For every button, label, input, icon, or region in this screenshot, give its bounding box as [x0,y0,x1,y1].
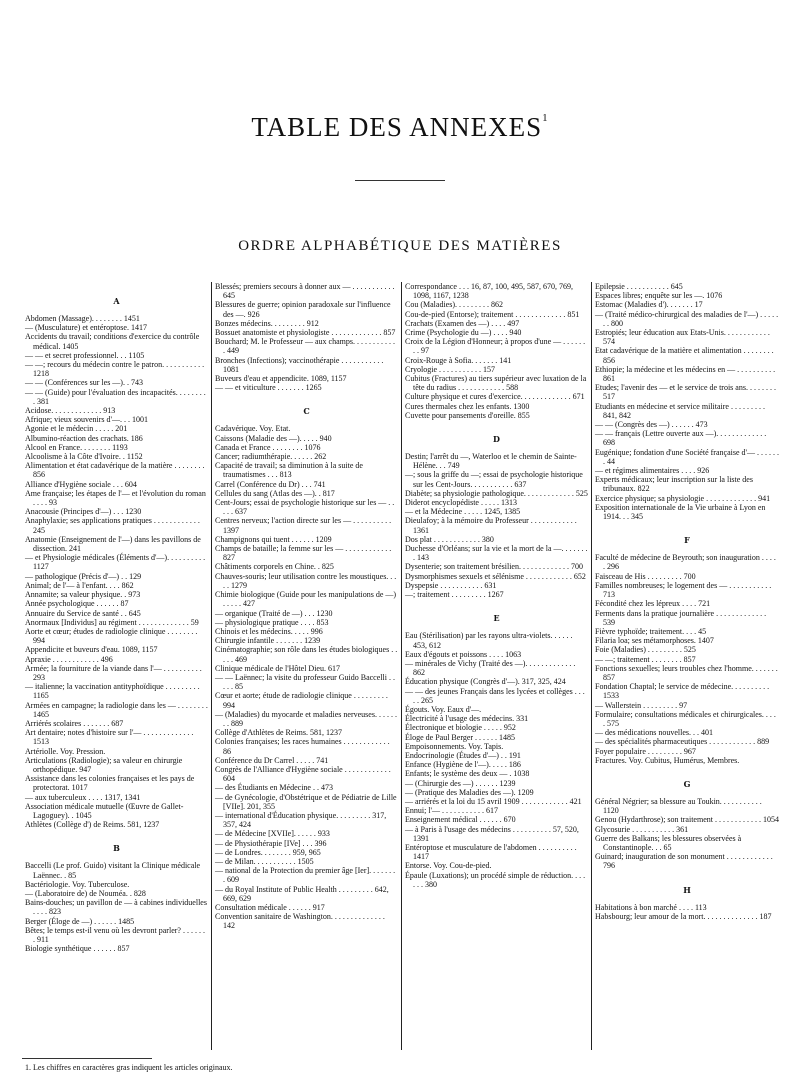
index-entry: Ethiopie; la médecine et les médecins en — . . . . . . . . . . 861 [595,364,776,384]
index-entry: Croix de la Légion d'Honneur; à propos d'une — . . . . . . . . 97 [405,337,586,356]
index-entry: Faisceau de His . . . . . . . . . 700 [595,571,696,581]
index-column [592,282,782,1050]
index-entry: Électronique et biologie . . . . . 952 [405,723,516,733]
index-entry: Colonies françaises; les races humaines . . . . . . . . . . . . 86 [215,737,390,756]
index-entry: Anatomie (Enseignement de l'—) dans les pavillons de dissection. 241 [25,534,201,554]
index-entry: Bonzes médecins. . . . . . . . . 912 [215,318,319,328]
index-entry: — des spécialités pharmaceutiques . . . . . . . . . . . . 889 [595,737,770,747]
index-entry: Foie (Maladies) . . . . . . . . . 525 [595,645,696,655]
index-entry: Collège d'Athlètes de Reims. 581, 1237 [215,728,342,738]
index-entry: — et la Médecine . . . . . 1245, 1385 [405,507,521,517]
index-entry: Chimie biologique (Guide pour les manipulations de —) . . . . . 427 [215,590,397,609]
index-entry: Familles nombreuses; le logement des — . . . . . . . . . . . 713 [595,580,772,600]
title-footnote-mark: 1 [542,112,549,124]
index-entry: Chauves-souris; leur utilisation contre les moustiques. . . . . 1279 [215,571,397,590]
index-entry: Exposition internationale de la Vie urbaine à Lyon en 1914. . . 345 [595,502,766,522]
index-entry: — — Laënnec; la visite du professeur Guido Baccelli . . . . . 85 [215,672,395,692]
index-entry: Filaria loa; ses métamorphoses. 1407 [595,636,714,646]
index-entry: Armée; la fourniture de la viande dans l'— . . . . . . . . . . 293 [25,663,202,682]
title-text: TABLE DES ANNEXES [251,112,543,142]
index-entry: — (Laboratoire de) de Nouméa. . 828 [25,888,146,898]
index-entry: Agonie et le médecin . . . . . 201 [25,424,128,434]
index-entry: Etat cadavérique de la matière et alimentation . . . . . . . . 856 [595,346,774,365]
index-entry: Afrique; vieux souvenirs d'—. . . 1001 [25,415,148,425]
index-entry: Cadavérique. Voy. Etat. [215,424,291,434]
index-entry: Art dentaire; notes d'histoire sur l'— . . . . . . . . . . . . . 1513 [25,728,194,747]
index-entry: Dysmorphismes sexuels et sélénisme . . . . . . . . . . . . 652 [405,571,586,581]
index-entry: Châtiments corporels en Chine. . 825 [215,562,334,572]
footnote-rule [22,1058,152,1059]
index-entry: Centres nerveux; l'action directe sur les — . . . . . . . . . . 1397 [215,516,392,535]
index-entry: Guerre des Balkans; les blessures observées à Constantinople. . . 65 [595,833,742,852]
index-entry: Épaule (Luxations); un procédé simple de réduction. . . . . . . 380 [405,870,586,889]
index-entry: Faculté de médecine de Beyrouth; son inauguration . . . . . 296 [595,553,776,572]
index-entry: Cubitus (Fractures) au tiers supérieur avec luxation de la tête du radius . . . . . . . . . . . . 588 [405,374,587,393]
index-column [22,282,212,1050]
index-entry: — —; traitement . . . . . . . . 857 [595,654,696,664]
index-entry: Formulaire; consultations médicales et chirurgicales. . . . . 575 [595,709,776,728]
index-entry: Acidose. . . . . . . . . . . . . 913 [25,406,116,416]
index-entry: — arriérés et la loi du 15 avril 1909 . . . . . . . . . . . . 421 [405,796,582,806]
index-entry: Cuvette pour pansements d'oreille. 855 [405,410,530,420]
index-entry: Eau (Stérilisation) par les rayons ultra-violets. . . . . . 453, 612 [405,631,573,650]
index-entry: Bactériologie. Voy. Tuberculose. [25,879,130,889]
index-entry: Assistance dans les colonies françaises et les pays de protectorat. 1017 [25,774,195,793]
index-entry: — organique (Traité de —) . . . 1230 [215,608,333,618]
index-entry: — italienne; la vaccination antityphoïdique . . . . . . . . . 1165 [25,682,200,701]
index-entry: —; sous la griffe du —; essai de psychologie historique sur les Cent-Jours. . . . . . . . . . . 637 [405,470,583,489]
index-entry: — — (Conférences sur les —). . 743 [25,378,143,388]
index-entry: Eaux d'égouts et poissons . . . . 1063 [405,649,522,659]
index-entry: — —; recours du médecin contre le patron. . . . . . . . . . . 1218 [25,360,205,379]
index-entry: Annamite; sa valeur physique. . 973 [25,590,141,600]
index-entry: — — (Congrès des —) . . . . . . 473 [595,420,708,430]
letter-heading: H [683,884,691,895]
index-entry: Enfants; le système des deux — . 1038 [405,769,530,779]
index-entry: — et Physiologie médicales (Éléments d'—). . . . . . . . . . 1127 [25,553,206,572]
index-entry: Habsbourg; leur amour de la mort. . . . . . . . . . . . . . 187 [595,911,772,921]
index-entry: Champignons qui tuent . . . . . . 1209 [215,534,332,544]
index-entry: Alliance d'Hygiène sociale . . . 604 [25,479,137,489]
index-entry: — de Gynécologie, d'Obstétrique et de Pédiatrie de Lille [VIIe]. 201, 355 [215,792,397,811]
index-column [212,282,402,1050]
index-entry: Etudiants en médecine et service militaire . . . . . . . . . 841, 842 [595,401,765,420]
section-subtitle: ORDRE ALPHABÉTIQUE DES MATIÈRES [238,238,562,254]
index-entry: Conférence du Dr Carrel . . . . . 741 [215,755,329,765]
index-entry: Abdomen (Massage). . . . . . . . 1451 [25,314,140,323]
index-entry: Ame française; les étapes de l'— et l'évolution du roman . . . . 93 [25,488,206,508]
index-entry: Armées en campagne; la radiologie dans les — . . . . . . . . 1465 [25,700,208,719]
index-entry: Entorse. Voy. Cou-de-pied. [405,861,492,871]
index-entry: Fondation Chaptal; le service de médecine. . . . . . . . . . 1533 [595,682,770,701]
index-entry: Éloge de Paul Berger . . . . . . 1485 [405,732,516,742]
index-entry: Bronches (Infections); vaccinothérapie . . . . . . . . . . . 1081 [215,355,384,374]
index-entry: Artériolle. Voy. Pression. [25,746,106,756]
index-entry: Fractures. Voy. Cubitus, Humérus, Membres. [595,755,740,765]
index-entry: — (Musculature) et entéroptose. 1417 [25,323,147,333]
index-entry: Carrel (Conférence du Dr) . . . 741 [215,479,326,489]
index-entry: — Wallerstein . . . . . . . . . 97 [595,700,688,710]
index-entry: Buveurs d'eau et appendicite. 1089, 1157 [215,374,347,384]
index-entry: Fonctions sexuelles; leurs troubles chez l'homme. . . . . . . 857 [595,663,778,682]
index-entry: Consultation médicale . . . . . . 917 [215,903,325,912]
index-entry: Cellules du sang (Atlas des —). . 817 [215,488,335,498]
index-entry: Champs de bataille; la femme sur les — . . . . . . . . . . . . 827 [215,544,392,563]
index-entry: Habitations à bon marché . . . . 113 [595,902,707,912]
index-entry: — (Traité médico-chirurgical des maladies de l'—) . . . . . . . 800 [595,309,779,328]
index-entry: — — et secret professionnel. . . 1105 [25,350,145,360]
index-entry: Diabète; sa physiologie pathologique. . . . . . . . . . . . . 525 [405,488,588,498]
index-entry: — des Étudiants en Médecine . . 473 [215,783,333,793]
index-entry: Berger (Éloge de —) . . . . . . 1485 [25,916,135,926]
index-entry: Dieulafoy; à la mémoire du Professeur . . . . . . . . . . . . 1361 [405,516,577,535]
index-entry: Croix-Rouge à Sofia. . . . . . . 141 [405,355,512,365]
index-entry: Dyspepsie . . . . . . . . . . . 631 [405,580,497,590]
index-entry: Électricité à l'usage des médecins. 331 [405,714,529,724]
index-entry: Éducation physique (Congrès d'—). 317, 325, 424 [405,677,566,687]
index-entry: Apraxie . . . . . . . . . . . . 496 [25,654,113,664]
index-entry: — des médications nouvelles. . . 401 [595,728,713,738]
index-entry: Dysenterie; son traitement brésilien. . . . . . . . . . . . . 700 [405,562,583,572]
index-entry: Caissons (Maladie des —). . . . . 940 [215,433,332,443]
index-entry: Année psychologique . . . . . . 87 [25,599,129,609]
index-entry: Anormaux [Individus] au régiment . . . . . . . . . . . . . 59 [25,617,199,627]
index-entry: — (Pratique des Maladies des —). 1209 [405,787,534,797]
index-entry: Fièvre typhoïde; traitement. . . . 45 [595,626,707,636]
index-entry: Général Négrier; sa blessure au Toukin. . . . . . . . . . . 1120 [595,796,762,816]
index-entry: Crime (Psychologie du —) . . . . 940 [405,328,522,338]
index-entry: Appendicite et buveurs d'eau. 1089, 1157 [25,645,158,655]
index-entry: Alimentation et état cadavérique de la matière . . . . . . . . 856 [25,461,205,480]
index-entry: Cœur et aorte; étude de radiologie clinique . . . . . . . . . 994 [215,691,388,710]
page-title [0,112,800,143]
index-entry: Diderot encyclopédiste . . . . . 1313 [405,498,517,508]
index-entry: — du Royal Institute of Public Health . . . . . . . . . 642, 669, 629 [215,884,389,903]
index-entry: Foyer populaire . . . . . . . . . 967 [595,746,696,756]
index-entry: Destin; l'arrêt du —, Waterloo et le chemin de Sainte-Hélène. . . 749 [405,452,577,471]
index-entry: Accidents du travail; conditions d'exercice du contrôle médical. 1405 [25,332,200,351]
index-entry: — minérales de Vichy (Traité des —). . . . . . . . . . . . . 862 [405,658,576,678]
index-entry: Chirurgie infantile . . . . . . . 1239 [215,636,321,646]
index-entry: Alcoolisme à la Côte d'Ivoire. . 1152 [25,452,143,462]
index-entry: Aorte et cœur; études de radiologie clinique . . . . . . . . 994 [25,626,198,646]
index-entry: — et régimes alimentaires . . . . 926 [595,466,710,476]
index-columns [22,282,784,1050]
index-entry: Eugénique; fondation d'une Société française d'— . . . . . . . 44 [595,447,779,466]
index-entry: Estomac (Maladies d'). . . . . . . 17 [595,300,703,310]
index-entry: Espaces libres; enquête sur les —. 1076 [595,291,723,301]
index-entry: Annuaire du Service de santé . . 645 [25,608,141,618]
index-entry: Guinard; inauguration de son monument . . . . . . . . . . . . 796 [595,852,773,871]
index-entry: Blessés; premiers secours à donner aux — . . . . . . . . . . . 645 [215,282,395,301]
index-entry: — aux tuberculeux . . . . 1317, 1341 [25,792,141,802]
index-entry: Correspondance . . . 16, 87, 100, 495, 587, 670, 769, 1098, 1167, 1238 [405,282,573,301]
index-entry: Cures thermales chez les enfants. 1300 [405,401,530,411]
index-entry: Ferments dans la pratique journalière . . . . . . . . . . . . . 539 [595,608,767,627]
index-entry: Estropiés; leur éducation aux Etats-Unis. . . . . . . . . . . . 574 [595,328,770,347]
letter-heading: G [683,778,691,789]
index-entry: Cent-Jours; essai de psychologie historique sur les — . . . . . 637 [215,498,395,517]
index-entry: Crachats (Examen des —) . . . . 497 [405,318,520,328]
index-entry: Alcool en France. . . . . . . . 1193 [25,442,128,452]
index-entry: Genou (Hydarthrose); son traitement . . . . . . . . . . . . 1054 [595,815,779,825]
index-entry: Association médicale mutuelle (Œuvre de Gallet-Lagoguey). . 1045 [25,801,184,820]
index-entry: Convention sanitaire de Washington. . . . . . . . . . . . . . 142 [215,912,385,931]
index-entry: — de Londres. . . . . . . . 959, 965 [215,847,321,857]
index-entry: Empoisonnements. Voy. Tapis. [405,741,504,751]
index-entry: Athlètes (Collège d') de Reims. 581, 1237 [25,820,160,830]
index-entry: Enfance (Hygiène de l'—). . . . . 186 [405,760,521,770]
index-entry: Biologie synthétique . . . . . . 857 [25,944,130,954]
index-entry: — physiologique pratique . . . . 853 [215,617,329,627]
letter-heading: D [493,434,500,445]
index-entry: — — des jeunes Français dans les lycées et collèges . . . . . 265 [405,686,585,705]
index-entry: — de Milan. . . . . . . . . . . 1505 [215,856,314,866]
letter-heading: F [684,535,690,546]
index-entry: Bouchard; M. le Professeur — aux champs. . . . . . . . . . . . 449 [215,337,395,356]
index-entry: Anaphylaxie; ses applications pratiques . . . . . . . . . . . . 245 [25,516,200,535]
index-entry: Baccelli (Le prof. Guido) visitant la Clinique médicale Laënnec. . 85 [25,861,201,880]
index-entry: Anacousie (Principes d'—) . . . 1230 [25,507,142,517]
letter-heading: B [113,843,120,854]
index-entry: Glycosurie . . . . . . . . . . . 361 [595,824,689,834]
index-entry: Cryologie . . . . . . . . . . . 157 [405,364,495,374]
index-entry: Culture physique et cures d'exercice. . . . . . . . . . . . . 671 [405,392,585,402]
index-entry: — national de la Protection du premier âge [Ier]. . . . . . . . 609 [215,866,396,885]
index-entry: Entéroptose et musculature de l'abdomen . . . . . . . . . . 1417 [405,842,577,862]
index-entry: Exercice physique; sa physiologie . . . . . . . . . . . . . 941 [595,493,771,503]
index-entry: Bêtes; le temps est-il venu où les devront parler? . . . . . . . 911 [25,925,205,944]
index-entry: Experts médicaux; leur inscription sur la liste des tribunaux. 822 [595,475,753,494]
index-entry: Epilepsie . . . . . . . . . . . 645 [595,282,683,291]
index-entry: Canada et France . . . . . . . . 1076 [215,442,321,452]
index-entry: — — et viticulture . . . . . . . 1265 [215,383,322,393]
index-entry: Enseignement médical . . . . . . 670 [405,815,516,825]
index-entry: Ennui; l'— . . . . . . . . . . . 617 [405,806,498,816]
letter-heading: C [303,406,310,417]
letter-heading: A [113,296,120,306]
index-entry: Articulations (Radiologie); sa valeur en chirurgie orthopédique. 947 [25,755,183,774]
index-entry: Congrès de l'Alliance d'Hygiène sociale . . . . . . . . . . . . 604 [215,764,391,784]
index-entry: — de Physiothérapie [IVe] . . . 396 [215,838,327,848]
index-entry: Chinois et les médecins. . . . . 996 [215,626,323,636]
index-entry: Dos plat . . . . . . . . . . . . 380 [405,534,494,544]
index-column [402,282,592,1050]
index-entry: Etudes; l'avenir des — et le service de trois ans. . . . . . . . 517 [595,383,776,402]
index-entry: — de Médecine [XVIIe]. . . . . . 933 [215,829,330,839]
index-entry: Blessures de guerre; opinion paradoxale sur l'influence des —. 926 [215,300,391,319]
index-entry: Égouts. Voy. Eaux d'—. [405,704,482,714]
index-entry: Endocrinologie (Études d'—) . . 191 [405,750,521,760]
index-entry: — international d'Éducation physique. . . . . . . . . 317, 357, 424 [215,810,387,830]
index-entry: Fécondité chez les lépreux . . . . 721 [595,599,711,609]
index-entry: — (Maladies) du myocarde et maladies nerveuses. . . . . . . . 889 [215,709,397,728]
index-entry: Cinématographie; son rôle dans les études biologiques . . . . . 469 [215,645,398,664]
index-entry: — (Chirurgie des —) . . . . . . 1239 [405,778,516,788]
index-entry: Animal; de l'— à l'enfant. . . . 862 [25,580,134,590]
index-entry: — à Paris à l'usage des médecins . . . . . . . . . . 57, 520, 1391 [405,824,579,843]
index-entry: — pathologique (Précis d'—) . . 129 [25,571,142,581]
index-entry: Arriérés scolaires . . . . . . . 687 [25,718,124,728]
index-entry: Cou-de-pied (Entorse); traitement . . . . . . . . . . . . . 851 [405,309,580,319]
index-entry: Cancer; radiumthérapie. . . . . . 262 [215,452,327,462]
index-entry: Albumino-réaction des crachats. 186 [25,433,143,443]
index-entry: — — français (Lettre ouverte aux —). . . . . . . . . . . . . 698 [595,429,767,448]
title-rule [355,180,445,181]
index-entry: Cou (Maladies). . . . . . . . . 862 [405,300,503,310]
index-entry: Duchesse d'Orléans; sur la vie et la mort de la —. . . . . . . . 143 [405,544,588,563]
footnote: 1. Les chiffres en caractères gras indiquent les articles originaux. [25,1063,233,1072]
index-entry: —; traitement . . . . . . . . . 1267 [405,590,504,600]
index-entry: Capacité de travail; sa diminution à la suite de traumatismes . . . 813 [215,461,363,480]
letter-heading: E [493,613,500,624]
index-entry: Clinique médicale de l'Hôtel Dieu. 617 [215,663,340,673]
index-entry: Bossuet anatomiste et physiologiste . . . . . . . . . . . . . 857 [215,328,396,338]
index-entry: Bains-douches; un pavillon de — à cabines individuelles . . . . 823 [25,898,207,917]
index-entry: — — (Guide) pour l'évaluation des incapacités. . . . . . . . . 381 [25,387,206,406]
